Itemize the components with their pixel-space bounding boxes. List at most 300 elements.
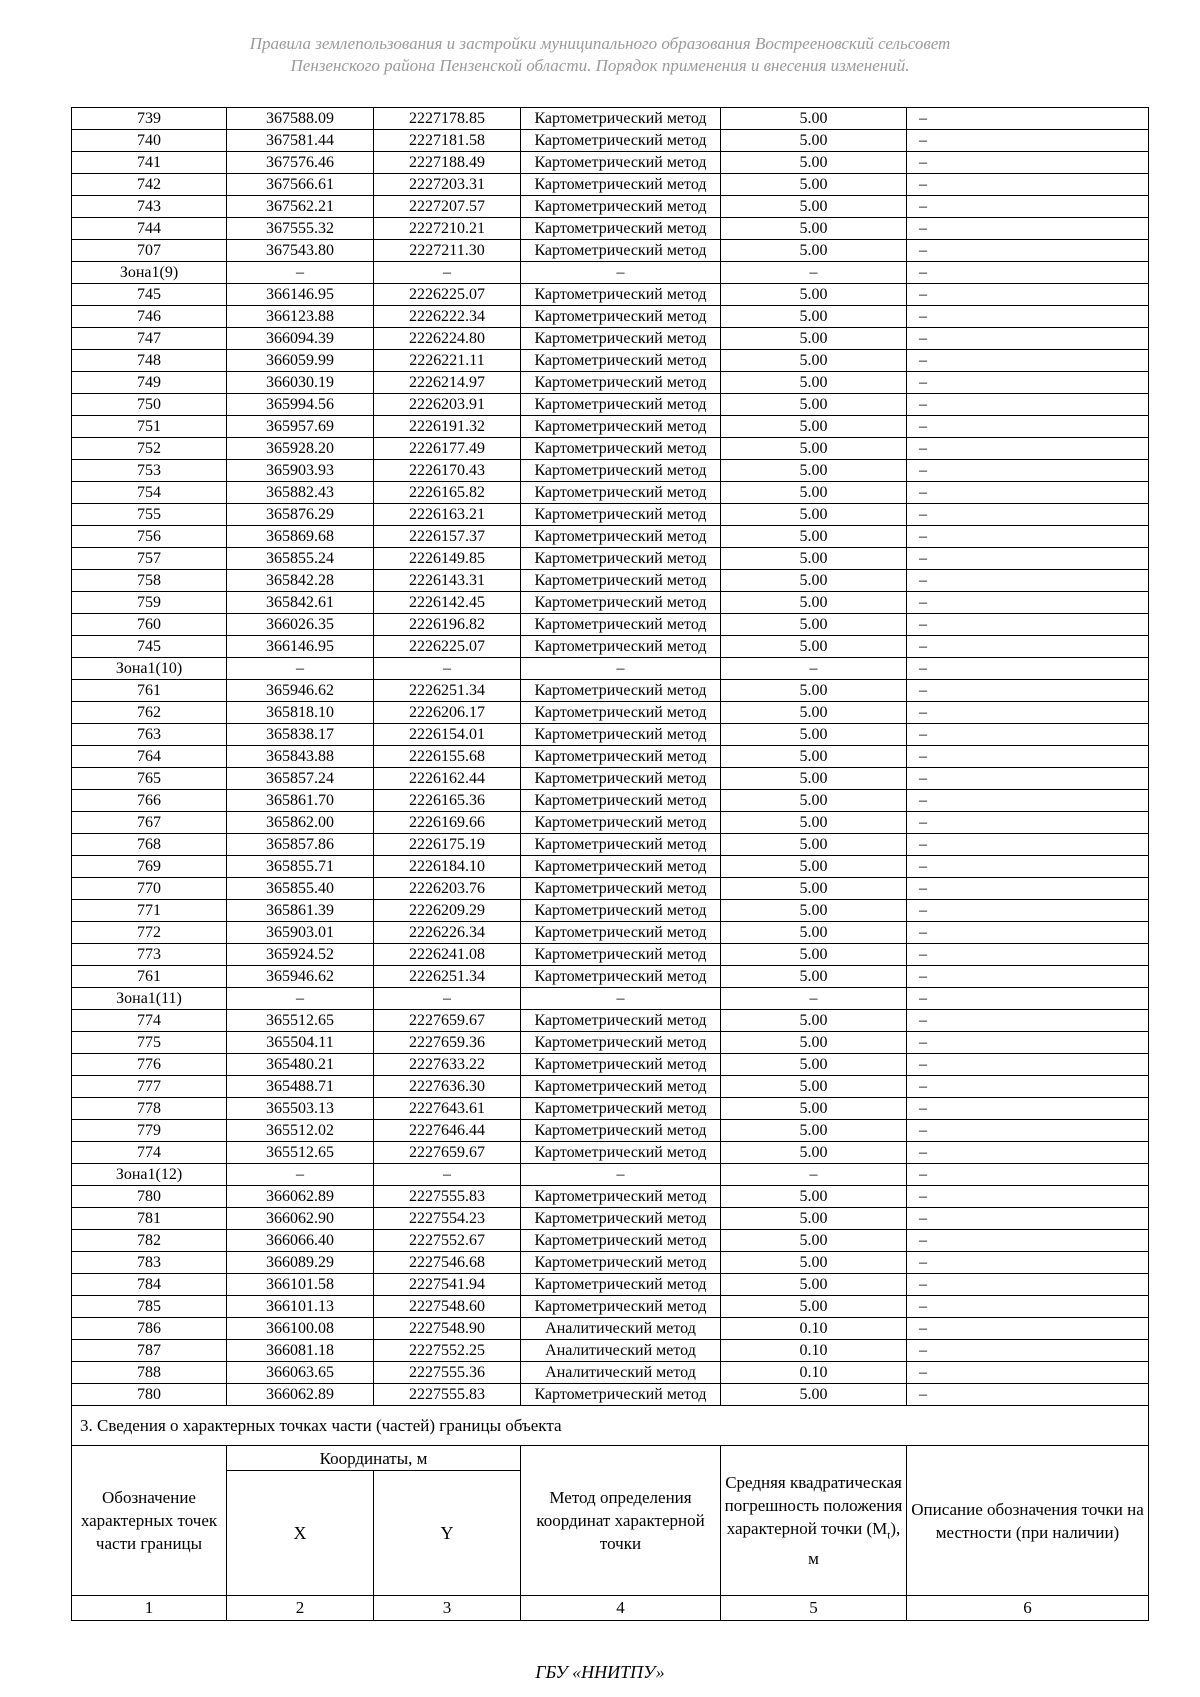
column-header-error: [721, 1446, 907, 1596]
error-cell: 5.00: [721, 1054, 907, 1076]
method-cell: Картометрический метод: [521, 130, 721, 152]
description-cell: –: [907, 1032, 1149, 1054]
table-row: [72, 746, 1149, 768]
description-cell: –: [907, 1318, 1149, 1340]
y-coordinate-cell: 2226175.19: [374, 834, 521, 856]
x-coordinate-cell: 365946.62: [227, 966, 374, 988]
y-coordinate-cell: 2226222.34: [374, 306, 521, 328]
header-line-2: Пензенского района Пензенской области. Порядок применения и внесения изменений.: [290, 56, 910, 75]
method-cell: –: [521, 262, 721, 284]
x-coordinate-cell: 367555.32: [227, 218, 374, 240]
y-coordinate-cell: 2227188.49: [374, 152, 521, 174]
x-coordinate-cell: 366101.58: [227, 1274, 374, 1296]
error-cell: 5.00: [721, 1032, 907, 1054]
y-coordinate-cell: 2227546.68: [374, 1252, 521, 1274]
y-coordinate-cell: 2226177.49: [374, 438, 521, 460]
error-cell: 5.00: [721, 548, 907, 570]
point-id-cell: 757: [72, 548, 227, 570]
point-id-cell: 741: [72, 152, 227, 174]
table-row: [72, 636, 1149, 658]
method-cell: Картометрический метод: [521, 746, 721, 768]
description-cell: –: [907, 1296, 1149, 1318]
table-row: [72, 790, 1149, 812]
point-id-cell: 782: [72, 1230, 227, 1252]
method-cell: Картометрический метод: [521, 504, 721, 526]
x-coordinate-cell: –: [227, 262, 374, 284]
error-cell: 5.00: [721, 812, 907, 834]
error-cell: 5.00: [721, 922, 907, 944]
error-cell: 5.00: [721, 614, 907, 636]
method-cell: Картометрический метод: [521, 834, 721, 856]
error-header-subscript: t: [887, 1529, 891, 1542]
x-coordinate-cell: 365857.86: [227, 834, 374, 856]
error-cell: 5.00: [721, 1010, 907, 1032]
description-cell: –: [907, 1252, 1149, 1274]
point-id-cell: 768: [72, 834, 227, 856]
x-coordinate-cell: 365946.62: [227, 680, 374, 702]
error-cell: 5.00: [721, 790, 907, 812]
y-coordinate-cell: 2227210.21: [374, 218, 521, 240]
error-cell: 5.00: [721, 1274, 907, 1296]
description-cell: –: [907, 834, 1149, 856]
method-cell: Картометрический метод: [521, 482, 721, 504]
error-cell: 5.00: [721, 394, 907, 416]
table-row: [72, 1032, 1149, 1054]
coordinates-table: [71, 107, 1149, 1621]
point-id-cell: 761: [72, 966, 227, 988]
method-cell: Картометрический метод: [521, 570, 721, 592]
point-id-cell: 742: [72, 174, 227, 196]
point-id-cell: 760: [72, 614, 227, 636]
error-cell: 5.00: [721, 526, 907, 548]
table-row: [72, 900, 1149, 922]
method-cell: Картометрический метод: [521, 1186, 721, 1208]
point-id-cell: Зона1(9): [72, 262, 227, 284]
description-cell: –: [907, 1274, 1149, 1296]
point-id-cell: 747: [72, 328, 227, 350]
table-row: [72, 1318, 1149, 1340]
table-row: [72, 152, 1149, 174]
description-cell: –: [907, 1186, 1149, 1208]
y-coordinate-cell: 2226191.32: [374, 416, 521, 438]
error-cell: 5.00: [721, 966, 907, 988]
y-coordinate-cell: 2226165.82: [374, 482, 521, 504]
table-row: [72, 460, 1149, 482]
y-coordinate-cell: 2226203.76: [374, 878, 521, 900]
table-row: [72, 966, 1149, 988]
point-id-cell: 753: [72, 460, 227, 482]
table-row: [72, 1010, 1149, 1032]
table-row: [72, 944, 1149, 966]
y-coordinate-cell: 2226165.36: [374, 790, 521, 812]
y-coordinate-cell: 2226241.08: [374, 944, 521, 966]
method-cell: Картометрический метод: [521, 1098, 721, 1120]
description-cell: –: [907, 108, 1149, 130]
error-header-unit: ), м: [808, 1518, 901, 1569]
table-row: [72, 680, 1149, 702]
error-cell: 5.00: [721, 724, 907, 746]
x-coordinate-cell: 365861.39: [227, 900, 374, 922]
error-cell: 5.00: [721, 350, 907, 372]
point-id-cell: 751: [72, 416, 227, 438]
point-id-cell: 779: [72, 1120, 227, 1142]
point-id-cell: 767: [72, 812, 227, 834]
table-row: [72, 482, 1149, 504]
x-coordinate-cell: 367566.61: [227, 174, 374, 196]
description-cell: –: [907, 988, 1149, 1010]
x-coordinate-cell: 365882.43: [227, 482, 374, 504]
description-cell: –: [907, 526, 1149, 548]
x-coordinate-cell: 365504.11: [227, 1032, 374, 1054]
method-cell: Картометрический метод: [521, 1296, 721, 1318]
section3-column-numbers-row: [72, 1596, 1149, 1621]
y-coordinate-cell: 2226251.34: [374, 966, 521, 988]
point-id-cell: 769: [72, 856, 227, 878]
method-cell: Картометрический метод: [521, 614, 721, 636]
method-cell: Картометрический метод: [521, 680, 721, 702]
error-cell: 5.00: [721, 1142, 907, 1164]
description-cell: –: [907, 746, 1149, 768]
point-id-cell: 745: [72, 284, 227, 306]
description-cell: –: [907, 1076, 1149, 1098]
x-coordinate-cell: 365857.24: [227, 768, 374, 790]
y-coordinate-cell: 2227659.67: [374, 1010, 521, 1032]
error-cell: 5.00: [721, 174, 907, 196]
x-coordinate-cell: 366062.89: [227, 1384, 374, 1406]
x-coordinate-cell: 366081.18: [227, 1340, 374, 1362]
description-cell: –: [907, 966, 1149, 988]
point-id-cell: 766: [72, 790, 227, 812]
point-id-cell: Зона1(10): [72, 658, 227, 680]
error-cell: 5.00: [721, 636, 907, 658]
column-number: 2: [227, 1596, 374, 1621]
x-coordinate-cell: 365994.56: [227, 394, 374, 416]
point-id-cell: 764: [72, 746, 227, 768]
description-cell: –: [907, 1054, 1149, 1076]
point-id-cell: 762: [72, 702, 227, 724]
error-header-text: Средняя квадратическая погрешность положения характерной точки (M: [724, 1472, 903, 1538]
table-row: [72, 768, 1149, 790]
description-cell: –: [907, 306, 1149, 328]
y-coordinate-cell: –: [374, 262, 521, 284]
y-coordinate-cell: 2226224.80: [374, 328, 521, 350]
description-cell: –: [907, 548, 1149, 570]
point-id-cell: 773: [72, 944, 227, 966]
error-cell: 5.00: [721, 1098, 907, 1120]
x-coordinate-cell: 365842.61: [227, 592, 374, 614]
error-cell: 5.00: [721, 240, 907, 262]
x-coordinate-cell: 366100.08: [227, 1318, 374, 1340]
error-cell: 5.00: [721, 460, 907, 482]
y-coordinate-cell: 2226221.11: [374, 350, 521, 372]
x-coordinate-cell: 365838.17: [227, 724, 374, 746]
description-cell: –: [907, 504, 1149, 526]
error-cell: 5.00: [721, 878, 907, 900]
y-coordinate-cell: 2227181.58: [374, 130, 521, 152]
x-coordinate-cell: 366030.19: [227, 372, 374, 394]
x-coordinate-cell: 366063.65: [227, 1362, 374, 1384]
x-coordinate-cell: 365903.01: [227, 922, 374, 944]
error-cell: 0.10: [721, 1340, 907, 1362]
table-row: [72, 702, 1149, 724]
x-coordinate-cell: 365843.88: [227, 746, 374, 768]
error-cell: 5.00: [721, 438, 907, 460]
x-coordinate-cell: 367543.80: [227, 240, 374, 262]
document-header: [0, 33, 1200, 77]
column-number: 4: [521, 1596, 721, 1621]
y-coordinate-cell: –: [374, 988, 521, 1010]
table-row: [72, 130, 1149, 152]
table-row: [72, 284, 1149, 306]
x-coordinate-cell: 365876.29: [227, 504, 374, 526]
point-id-cell: 746: [72, 306, 227, 328]
x-coordinate-cell: 365903.93: [227, 460, 374, 482]
column-header-description: Описание обозначения точки на местности (при наличии): [907, 1446, 1149, 1596]
point-id-cell: 776: [72, 1054, 227, 1076]
description-cell: –: [907, 1164, 1149, 1186]
x-coordinate-cell: 365855.40: [227, 878, 374, 900]
point-id-cell: Зона1(11): [72, 988, 227, 1010]
point-id-cell: 739: [72, 108, 227, 130]
coordinates-table-body: [72, 108, 1149, 1406]
error-cell: 5.00: [721, 1384, 907, 1406]
error-cell: –: [721, 988, 907, 1010]
point-id-cell: 784: [72, 1274, 227, 1296]
x-coordinate-cell: 366062.89: [227, 1186, 374, 1208]
description-cell: –: [907, 790, 1149, 812]
table-row: [72, 196, 1149, 218]
description-cell: –: [907, 218, 1149, 240]
point-id-cell: 774: [72, 1010, 227, 1032]
table-row: [72, 240, 1149, 262]
description-cell: –: [907, 350, 1149, 372]
error-cell: 0.10: [721, 1362, 907, 1384]
document-footer: ГБУ «ННИТПУ»: [535, 1662, 665, 1682]
point-id-cell: 787: [72, 1340, 227, 1362]
description-cell: –: [907, 856, 1149, 878]
method-cell: Картометрический метод: [521, 1208, 721, 1230]
error-cell: –: [721, 262, 907, 284]
column-header-method: Метод определения координат характерной точки: [521, 1446, 721, 1596]
point-id-cell: Зона1(12): [72, 1164, 227, 1186]
y-coordinate-cell: 2227207.57: [374, 196, 521, 218]
description-cell: –: [907, 1120, 1149, 1142]
error-cell: 5.00: [721, 416, 907, 438]
y-coordinate-cell: 2227636.30: [374, 1076, 521, 1098]
x-coordinate-cell: 367588.09: [227, 108, 374, 130]
description-cell: –: [907, 1208, 1149, 1230]
description-cell: –: [907, 1230, 1149, 1252]
x-coordinate-cell: 365818.10: [227, 702, 374, 724]
point-id-cell: 759: [72, 592, 227, 614]
column-header-y: Y: [374, 1471, 521, 1596]
y-coordinate-cell: 2227659.67: [374, 1142, 521, 1164]
error-cell: 5.00: [721, 504, 907, 526]
table-row: [72, 306, 1149, 328]
section3-title: 3. Сведения о характерных точках части (частей) границы объекта: [72, 1406, 1149, 1446]
column-number: 6: [907, 1596, 1149, 1621]
column-header-point-label: Обозначение характерных точек части границы: [72, 1446, 227, 1596]
error-cell: 5.00: [721, 592, 907, 614]
y-coordinate-cell: 2227555.36: [374, 1362, 521, 1384]
method-cell: Аналитический метод: [521, 1340, 721, 1362]
table-row: [72, 504, 1149, 526]
error-cell: 5.00: [721, 702, 907, 724]
y-coordinate-cell: 2226143.31: [374, 570, 521, 592]
y-coordinate-cell: 2226226.34: [374, 922, 521, 944]
y-coordinate-cell: 2227203.31: [374, 174, 521, 196]
method-cell: Картометрический метод: [521, 768, 721, 790]
table-row: [72, 1230, 1149, 1252]
x-coordinate-cell: 366146.95: [227, 284, 374, 306]
error-cell: 5.00: [721, 1076, 907, 1098]
error-cell: –: [721, 658, 907, 680]
table-row: [72, 724, 1149, 746]
method-cell: Картометрический метод: [521, 636, 721, 658]
table-row: [72, 1120, 1149, 1142]
method-cell: Картометрический метод: [521, 966, 721, 988]
description-cell: –: [907, 1340, 1149, 1362]
method-cell: Картометрический метод: [521, 1076, 721, 1098]
description-cell: –: [907, 438, 1149, 460]
table-row: [72, 1362, 1149, 1384]
point-id-cell: 754: [72, 482, 227, 504]
y-coordinate-cell: 2227541.94: [374, 1274, 521, 1296]
method-cell: Картометрический метод: [521, 240, 721, 262]
x-coordinate-cell: 366094.39: [227, 328, 374, 350]
section3-block: [72, 1406, 1149, 1621]
method-cell: Картометрический метод: [521, 1010, 721, 1032]
method-cell: Картометрический метод: [521, 1252, 721, 1274]
table-row: [72, 812, 1149, 834]
method-cell: Картометрический метод: [521, 1032, 721, 1054]
table-row: [72, 1054, 1149, 1076]
table-row: [72, 108, 1149, 130]
point-id-cell: 763: [72, 724, 227, 746]
y-coordinate-cell: 2226155.68: [374, 746, 521, 768]
section3-title-row: [72, 1406, 1149, 1446]
table-row: [72, 416, 1149, 438]
table-row: [72, 1076, 1149, 1098]
table-row: [72, 526, 1149, 548]
description-cell: –: [907, 460, 1149, 482]
description-cell: –: [907, 1362, 1149, 1384]
method-cell: Картометрический метод: [521, 878, 721, 900]
x-coordinate-cell: 365488.71: [227, 1076, 374, 1098]
x-coordinate-cell: 365512.65: [227, 1010, 374, 1032]
point-id-cell: 755: [72, 504, 227, 526]
point-id-cell: 780: [72, 1384, 227, 1406]
point-id-cell: 749: [72, 372, 227, 394]
y-coordinate-cell: 2227646.44: [374, 1120, 521, 1142]
table-row: [72, 570, 1149, 592]
point-id-cell: 780: [72, 1186, 227, 1208]
point-id-cell: 788: [72, 1362, 227, 1384]
description-cell: –: [907, 922, 1149, 944]
x-coordinate-cell: 366059.99: [227, 350, 374, 372]
description-cell: –: [907, 768, 1149, 790]
description-cell: –: [907, 724, 1149, 746]
y-coordinate-cell: 2227548.90: [374, 1318, 521, 1340]
description-cell: –: [907, 614, 1149, 636]
y-coordinate-cell: 2227555.83: [374, 1384, 521, 1406]
error-cell: –: [721, 1164, 907, 1186]
y-coordinate-cell: 2226196.82: [374, 614, 521, 636]
column-header-coordinates: Координаты, м: [227, 1446, 521, 1471]
table-row: [72, 1142, 1149, 1164]
point-id-cell: 770: [72, 878, 227, 900]
method-cell: Картометрический метод: [521, 284, 721, 306]
point-id-cell: 756: [72, 526, 227, 548]
method-cell: Картометрический метод: [521, 196, 721, 218]
table-row: [72, 1186, 1149, 1208]
description-cell: –: [907, 152, 1149, 174]
method-cell: Аналитический метод: [521, 1318, 721, 1340]
y-coordinate-cell: 2227211.30: [374, 240, 521, 262]
table-row: [72, 856, 1149, 878]
method-cell: Картометрический метод: [521, 944, 721, 966]
y-coordinate-cell: 2227643.61: [374, 1098, 521, 1120]
table-row: [72, 834, 1149, 856]
x-coordinate-cell: 365869.68: [227, 526, 374, 548]
description-cell: –: [907, 1098, 1149, 1120]
x-coordinate-cell: 366123.88: [227, 306, 374, 328]
table-row: [72, 878, 1149, 900]
method-cell: Картометрический метод: [521, 856, 721, 878]
x-coordinate-cell: 365924.52: [227, 944, 374, 966]
method-cell: Картометрический метод: [521, 1120, 721, 1142]
y-coordinate-cell: 2227552.25: [374, 1340, 521, 1362]
point-id-cell: 707: [72, 240, 227, 262]
method-cell: Картометрический метод: [521, 922, 721, 944]
error-cell: 5.00: [721, 1120, 907, 1142]
method-cell: Картометрический метод: [521, 218, 721, 240]
description-cell: –: [907, 284, 1149, 306]
method-cell: Картометрический метод: [521, 900, 721, 922]
x-coordinate-cell: 366026.35: [227, 614, 374, 636]
method-cell: –: [521, 1164, 721, 1186]
description-cell: –: [907, 1142, 1149, 1164]
y-coordinate-cell: 2226163.21: [374, 504, 521, 526]
table-row: [72, 1274, 1149, 1296]
method-cell: Картометрический метод: [521, 306, 721, 328]
x-coordinate-cell: –: [227, 1164, 374, 1186]
method-cell: Картометрический метод: [521, 372, 721, 394]
description-cell: –: [907, 812, 1149, 834]
x-coordinate-cell: 365855.24: [227, 548, 374, 570]
error-cell: 5.00: [721, 152, 907, 174]
header-line-1: Правила землепользования и застройки муниципального образования Вострееновский сельсовет: [249, 34, 951, 53]
error-cell: 5.00: [721, 372, 907, 394]
method-cell: Картометрический метод: [521, 592, 721, 614]
error-cell: 5.00: [721, 768, 907, 790]
error-cell: 5.00: [721, 1252, 907, 1274]
y-coordinate-cell: 2226214.97: [374, 372, 521, 394]
point-id-cell: 761: [72, 680, 227, 702]
description-cell: –: [907, 636, 1149, 658]
method-cell: Картометрический метод: [521, 416, 721, 438]
method-cell: Картометрический метод: [521, 790, 721, 812]
table-row: [72, 1384, 1149, 1406]
column-number: 3: [374, 1596, 521, 1621]
error-cell: 5.00: [721, 218, 907, 240]
point-id-cell: 783: [72, 1252, 227, 1274]
method-cell: –: [521, 658, 721, 680]
description-cell: –: [907, 416, 1149, 438]
x-coordinate-cell: –: [227, 658, 374, 680]
description-cell: –: [907, 328, 1149, 350]
point-id-cell: 748: [72, 350, 227, 372]
